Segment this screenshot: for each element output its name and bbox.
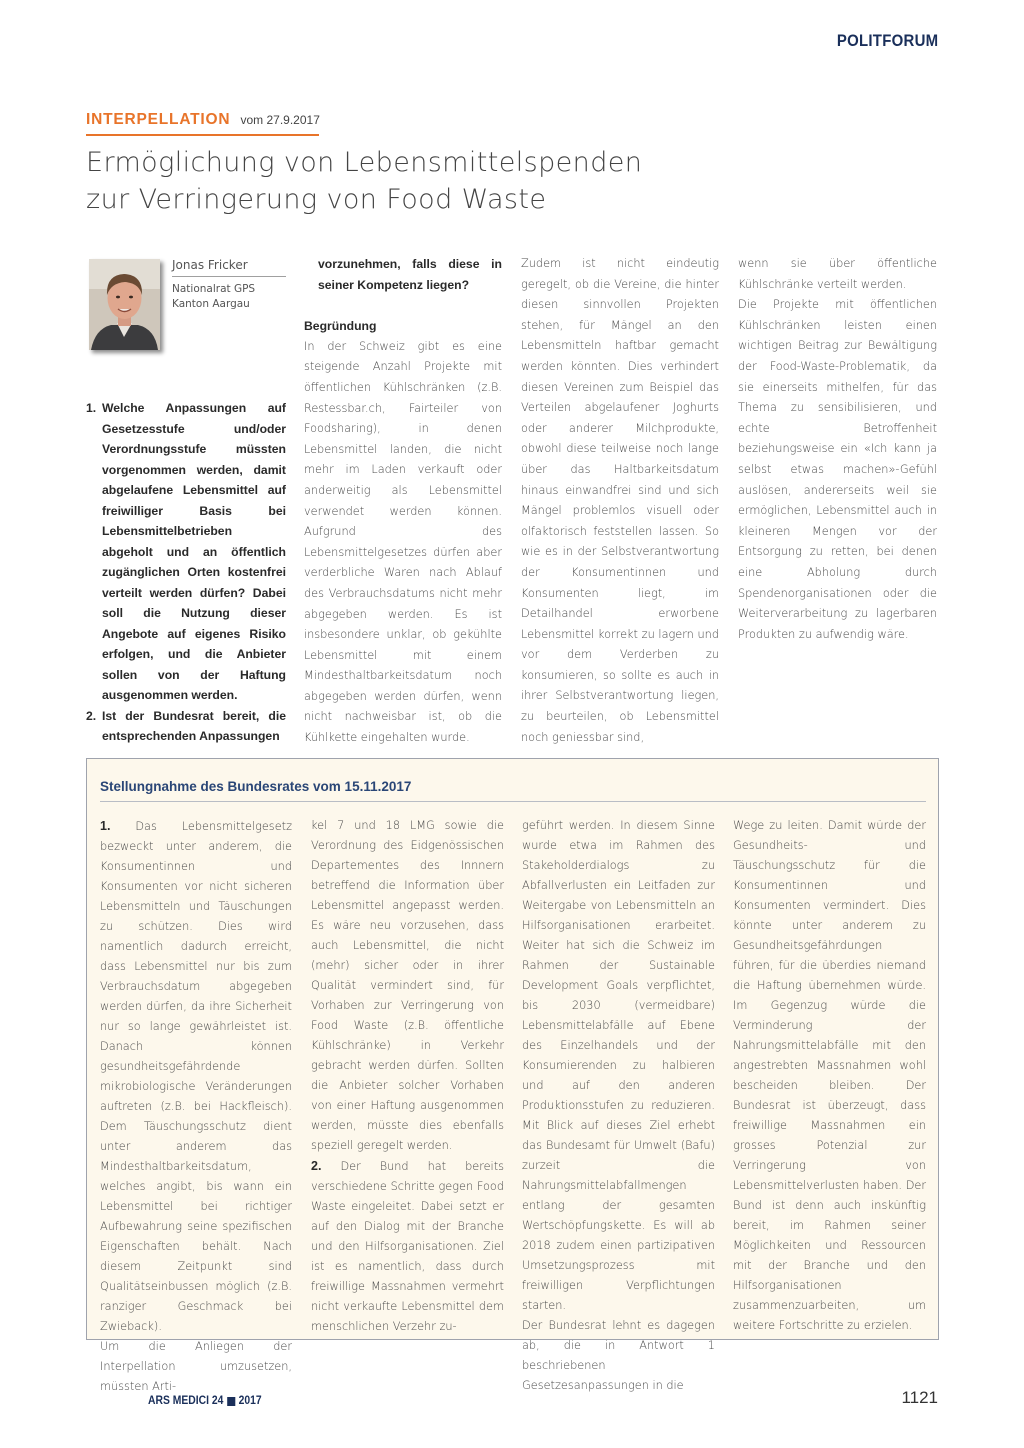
- journal-footer: [148, 1395, 262, 1407]
- statement-paragraph: [100, 816, 292, 1337]
- statement-number: 2.: [311, 1159, 322, 1173]
- statement-text: geführt werden. In diesem Sinne wurde etwa im Rahmen des Stakeholderdialogs zu Abfallverlusten ein Leitfaden zur Weitergabe von Lebensmitteln an Hilfsorganisationen erarbeitet. Weiter hat sich die Schweiz im Rahmen der Sustainable Development Goals verpflichtet, bis 2030 (vermeidbare) Lebensmittelabfälle auf Ebene des Einzelhandels und der Konsumierenden zu halbieren und auf den anderen Produktionsstufen zu reduzieren. Mit Blick auf dieses Ziel erhebt das Bundesamt für Umwelt (Bafu) zurzeit die Nahrungsmittelabfallmengen entlang der gesamten Wertschöpfungskette. Es will ab 2018 zudem einen partizipativen Umsetzungsprozess mit freiwilligen Verpflichtungen starten.: [522, 819, 715, 1312]
- title-line-2: zur Verringerung von Food Waste: [86, 184, 547, 215]
- justification-text-end-a: wenn sie über öffentliche Kühlschränke verteilt werden.: [738, 257, 937, 291]
- statement-text: Wege zu leiten. Damit würde der Gesundheits- und Täuschungsschutz für die Konsumentinnen und Konsumenten vermindert. Dies könnte unter anderem zu Gesundheitsgefährdungen führen, für die überdies niemand die Haftung übernehmen würde. Im Gegenzug würde die Verminderung der Nahrungsmittelabfälle mit den angestrebten Massnahmen wohl bescheiden bleiben. Der Bundesrat ist überzeugt, dass freiwillige Massnahmen ein grosses Potenzial zur Verringerung von Lebensmittelverlusten haben. Der Bund ist denn auch inskünftig bereit, im Rahmen seiner Möglichkeiten und Ressourcen mit der Branche und den Hilfsorganisationen zusammenzuarbeiten, um weitere Fortschritte zu erzielen.: [733, 819, 926, 1332]
- article-title: [86, 144, 726, 218]
- statement-number: 1.: [100, 819, 111, 833]
- article-kicker: [86, 109, 319, 136]
- question-number: 1.: [86, 401, 97, 415]
- statement-column-1: [100, 816, 292, 1397]
- subheading-justification: Begründung: [304, 319, 377, 334]
- question-number: 2.: [86, 708, 97, 723]
- article-column-2: [304, 254, 502, 749]
- question-item: [86, 398, 286, 706]
- author-role-1: Nationalrat GPS: [172, 283, 256, 295]
- article-column-3: [521, 254, 719, 748]
- federal-council-statement-box: [86, 758, 939, 1393]
- author-photo: [89, 259, 160, 350]
- question-list: [86, 398, 286, 747]
- author-role-2: Kanton Aargau: [172, 298, 250, 310]
- statement-text: kel 7 und 18 LMG sowie die Verordnung des Eidgenössischen Departementes des Innnern betreffend die Information über Lebensmittel angepasst werden. Es wäre neu vorzusehen, dass auch Lebensmittel, die nicht (mehr) sicher oder in ihrer Qualität vermindert sind, für Vorhaben zur Verringerung von Food Waste (z.B. öffentliche Kühlschränke) in Verkehr gebracht werden dürfen. Sollten die Anbieter solcher Vorhaben von einer Haftung ausgenommen werden, müsste dies ebenfalls speziell geregelt werden.: [311, 819, 504, 1152]
- journal-name: ARS MEDICI 24: [148, 1395, 224, 1407]
- article-column-4: [738, 254, 937, 645]
- statement-text: Der Bund hat bereits verschiedene Schritte gegen Food Waste eingeleitet. Dabei setzt er auf den Dialog mit der Branche und den Hilfsorganisationen. Ziel ist es namentlich, dass durch freiwillige Massnahmen vermehrt nicht verkaufte Lebensmittel dem menschlichen Verzehr zu-: [311, 1160, 505, 1333]
- question-item: [86, 706, 286, 747]
- justification-text: In der Schweiz gibt es eine steigende Anzahl Projekte mit öffentlichen Kühlschränken (z.B. Restessbar.ch, Fairteiler von Foodsharing), in denen Lebensmittel landen, die nicht mehr im Laden verkauft oder anderweitig als Lebensmittel verwendet werden können. Aufgrund des Lebensmittelgesetzes dürfen aber verderbliche Waren nach Ablauf des Verbrauchsdatums nicht mehr abgegeben werden. Es ist insbesondere unklar, ob gekühlte Lebensmittel mit einem Mindesthaltbarkeitsdatum noch abgegeben werden dürfen, wenn nicht nachweisbar ist, ob die Kühlkette eingehalten wurde.: [304, 339, 502, 745]
- statement-title: Stellungnahme des Bundesrates vom 15.11.2017: [100, 779, 926, 802]
- statement-column-3: [522, 816, 715, 1396]
- statement-column-2: [311, 816, 504, 1337]
- statement-text: Der Bundesrat lehnt es dagegen ab, die in Antwort 1 beschriebenen Gesetzesanpassungen in die: [522, 1319, 715, 1392]
- statement-text: Um die Anliegen der Interpellation umzusetzen, müssten Arti-: [100, 1340, 292, 1393]
- question-text: Ist der Bundesrat bereit, die entsprechenden Anpassungen: [102, 708, 286, 743]
- statement-column-4: [733, 816, 926, 1336]
- page-number: 1121: [901, 1388, 938, 1407]
- article-date: vom 27.9.2017: [240, 113, 320, 127]
- justification-text-end-b: Die Projekte mit öffentlichen Kühlschränken leisten einen wichtigen Beitrag zur Bewältigung der Food-Waste-Problematik, da sie einerseits mithelfen, für das Thema zu sensibilisieren, und echte Betroffenheit beziehungsweise ein «Ich kann ja selbst etwas machen»-Gefühl auslösen, andererseits weil sie ermöglichen, Lebensmittel auch in kleineren Mengen vor der Entsorgung zu retten, bei denen eine Abholung durch Spendenorganisationen oder die Weiterverarbeitung zu lagerbaren Produkten zu aufwendig wäre.: [738, 298, 937, 641]
- journal-year: 2017: [238, 1395, 262, 1407]
- statement-text: Das Lebensmittelgesetz bezweckt unter anderem, die Konsumentinnen und Konsumenten vor nicht sicheren Lebensmitteln und Täuschungen zu schützen. Dies wird namentlich dadurch erreicht, dass Lebensmittel nur bis zum Verbrauchsdatum abgegeben werden dürfen, da ihre Sicherheit nur so lange gewährleistet ist. Danach können gesundheitsgefährdende mikrobiologische Veränderungen auftreten (z.B. bei Hackfleisch). Dem Täuschungsschutz dient unter anderem das Mindesthaltbarkeitsdatum, welches angibt, bis wann ein Lebensmittel bei richtiger Aufbewahrung seine spezifischen Eigenschaften behält. Nach diesem Zeitpunkt sind Qualitätseinbussen möglich (z.B. ranziger Geschmack bei Zwieback).: [100, 820, 293, 1333]
- section-rubric: POLITFORUM: [836, 31, 938, 50]
- statement-paragraph: [311, 1156, 504, 1337]
- square-bullet-icon: [227, 1397, 235, 1406]
- justification-text-continued: Zudem ist nicht eindeutig geregelt, ob die Vereine, die hinter diesen sinnvollen Projekten stehen, für Mängel an den Lebensmitteln haftbar gemacht werden könnten. Dies verhindert diesen Vereinen zum Beispiel das Verteilen abgelaufener Joghurts oder anderer Milchprodukte, obwohl diese teilweise noch lange über das Haltbarkeitsdatum hinaus einwandfrei sind und sich Mängel problemlos visuell oder olfaktorisch feststellen lassen. So wie es in der Selbstverantwortung der Konsumentinnen und Konsumenten liegt, im Detailhandel erworbene Lebensmittel korrekt zu lagern und vor dem Verderben zu konsumieren, so sollte es auch in ihrer Selbstverantwortung liegen, zu beurteilen, ob Lebensmittel noch geniessbar sind,: [521, 257, 719, 744]
- article-type: INTERPELLATION: [86, 111, 231, 128]
- question-text: Welche Anpassungen auf Gesetzesstufe und/oder Verordnungsstufe müssten vorgenommen werden, damit abgelaufene Lebensmittel auf freiwilliger Basis bei Lebensmittelbetrieben abgeholt und an öffentlich zugänglichen Orten kostenfrei verteilt werden dürfen? Dabei soll die Nutzung dieser Angebote auf eigenes Risiko erfolgen, und die Anbieter sollen von der Haftung ausgenommen werden.: [102, 401, 286, 702]
- author-name: Jonas Fricker: [172, 258, 286, 277]
- author-block: [172, 258, 286, 312]
- author-portrait-image: [89, 259, 160, 350]
- question-continuation: vorzunehmen, falls diese in seiner Kompetenz liegen?: [318, 257, 502, 292]
- title-line-1: Ermöglichung von Lebensmittelspenden: [86, 147, 643, 178]
